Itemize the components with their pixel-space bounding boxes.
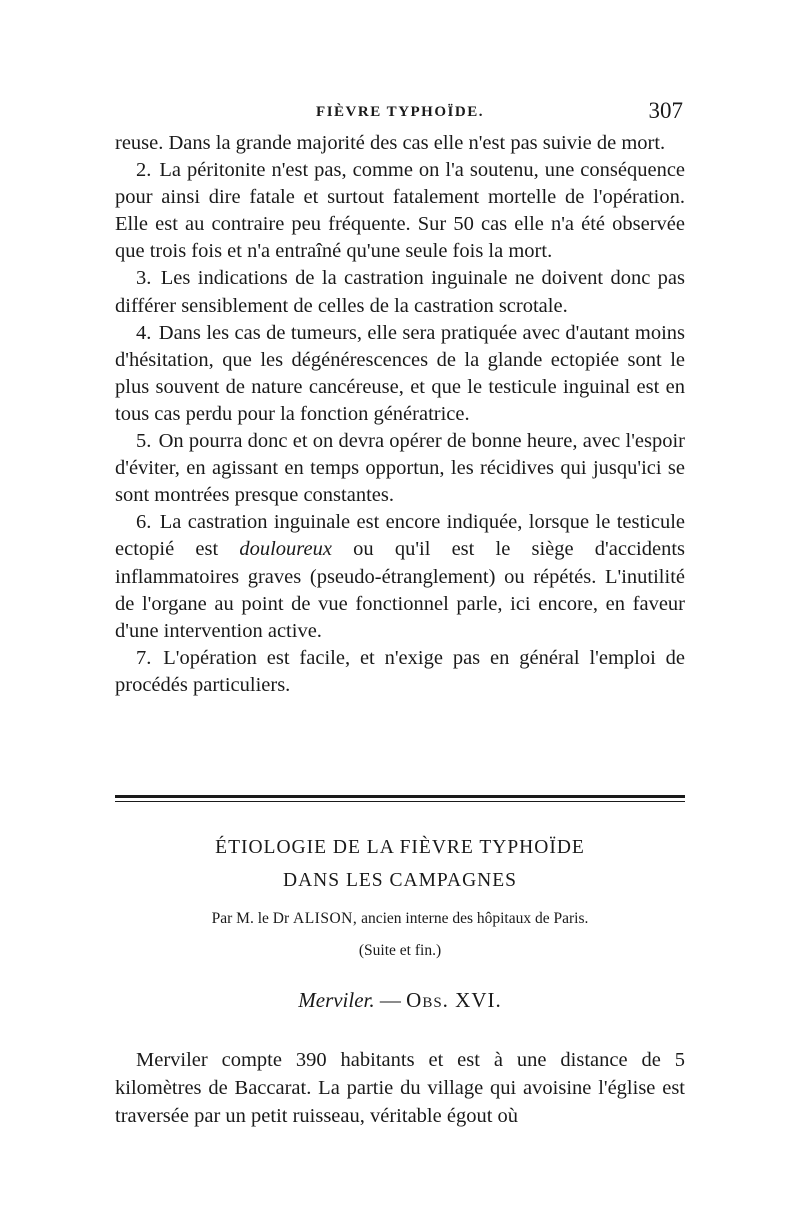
paragraph-number: 4. [136, 321, 152, 344]
observation-dash: — [379, 988, 401, 1012]
numbered-paragraph-3 [115, 265, 685, 319]
paragraph-number: 3. [136, 267, 152, 290]
article-title-line-1: ÉTIOLOGIE DE LA FIÈVRE TYPHOÏDE [215, 837, 585, 858]
author-name: ALISON, [293, 910, 358, 927]
paragraph-text: La castration inguinale est encore indiquée, lorsque le testicule ectopié est [115, 511, 686, 561]
observation-place: Merviler. [298, 988, 375, 1012]
numbered-paragraph-7 [115, 645, 685, 699]
paragraph-text: On pourra donc et on devra opérer de bonne heure, avec l'espoir d'éviter, en agissant en temps opportun, les récidives qui jusqu'ici se sont montrées presque constantes. [115, 430, 685, 507]
italic-word: douloureux [239, 538, 332, 561]
running-title: FIÈVRE TYPHOÏDE. [316, 104, 484, 120]
paragraph-text: ou qu'il est le siège d'accidents inflammatoires graves (pseudo-étranglement) ou répétés. L'inutilité de l'organe au point de vue fonctionnel parle, ici encore, en faveur d'une intervention active. [115, 538, 686, 642]
divider-thick-rule [115, 795, 685, 798]
byline-prefix: Par M. le Dr [211, 910, 290, 927]
paragraph-text: reuse. Dans la grande majorité des cas elle n'est pas suivie de mort. [115, 132, 666, 154]
page-number: 307 [648, 98, 683, 123]
numbered-paragraph-5 [115, 428, 685, 509]
paragraph-number: 5. [136, 430, 152, 453]
numbered-paragraph-4 [115, 320, 685, 428]
article-byline [115, 910, 685, 928]
paragraph-text: La péritonite n'est pas, comme on l'a soutenu, une conséquence pour ainsi dire fatale et surtout fatalement mortelle de l'opération. Elle est au contraire peu fréquente. Sur 50 cas elle n'a été observée que trois fois et n'a entraîné qu'une seule fois la mort. [115, 159, 686, 263]
numbered-paragraph-6 [115, 509, 685, 644]
numbered-paragraph-2 [115, 157, 685, 265]
running-header [115, 98, 685, 128]
paragraph-number: 7. [136, 646, 152, 669]
paragraph-number: 6. [136, 511, 152, 534]
observation-text [115, 1046, 685, 1130]
paragraph-text: Les indications de la castration inguinale ne doivent donc pas différer sensiblement de celles de la castration scrotale. [115, 267, 686, 317]
paragraph-number: 2. [136, 159, 152, 182]
observation-paragraph: Merviler compte 390 habitants et est à une distance de 5 kilomètres de Baccarat. La partie du village qui avoisine l'église est traversée par un petit ruisseau, véritable égout où [115, 1049, 685, 1127]
section-divider [115, 795, 685, 802]
observation-heading [115, 988, 685, 1013]
conclusions-text [115, 130, 685, 699]
paragraph-text: L'opération est facile, et n'exige pas en général l'emploi de procédés particuliers. [115, 646, 686, 696]
article-title-line-2: DANS LES CAMPAGNES [283, 870, 517, 891]
observation-label: Obs. XVI. [406, 988, 502, 1012]
divider-thin-rule [115, 801, 685, 802]
paragraph-text: Dans les cas de tumeurs, elle sera pratiquée avec d'autant moins d'hésitation, que les dégénérescences de la glande ectopiée sont le plus souvent de nature cancéreuse, et que le testicule inguinal est en tous cas perdu pour la fonction génératrice. [115, 321, 685, 425]
paragraph-continuation [115, 130, 685, 157]
continuation-note: (Suite et fin.) [358, 942, 442, 959]
author-affiliation: ancien interne des hôpitaux de Paris. [361, 910, 589, 927]
